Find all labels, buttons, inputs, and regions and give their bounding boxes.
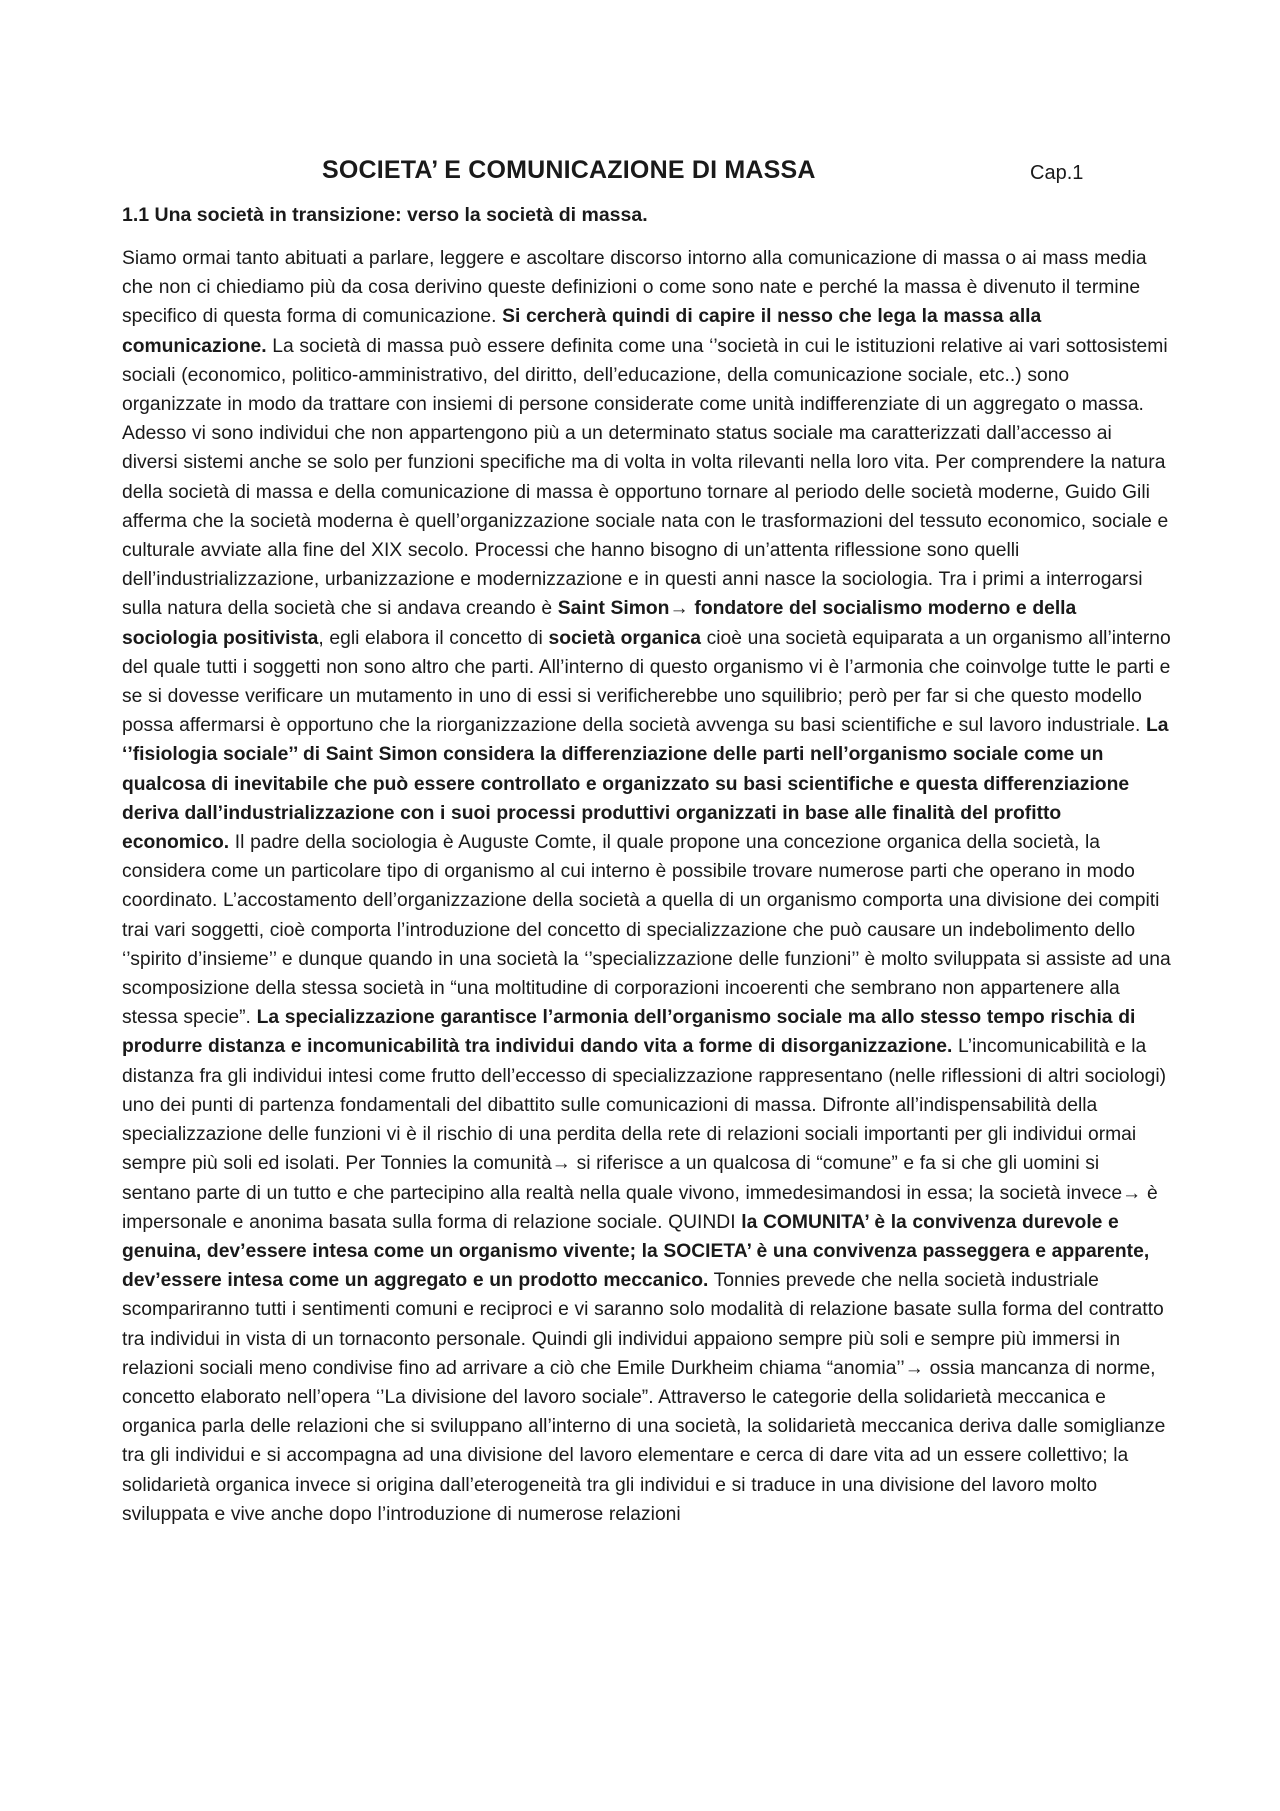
title-row — [122, 150, 1172, 190]
text-run: Il padre della sociologia è Auguste Comte, il quale propone una concezione organica della società, la considera come un particolare tipo di organismo al cui interno è possibile trovare numerose parti che operano in modo coordinato. L’accostamento dell’organizzazione della società a quella di un organismo comporta una divisione dei compiti trai vari soggetti, cioè comporta l’introduzione del concetto di specializzazione che può causare un indebolimento dello ‘’spirito d’insieme’’ e dunque quando in una società la ‘’specializzazione delle funzioni’’ è molto sviluppata si assiste ad una scomposizione della stessa società in “una moltitudine di corporazioni incoerenti che sembrano non appartenere alla stessa specie”. — [122, 832, 1171, 1029]
bold-text-run: società organica — [548, 627, 701, 649]
text-run: La società di massa può essere definita come una ‘’società in cui le istituzioni relative ai vari sottosistemi sociali (economico, politico-amministrativo, del diritto, dell’educazione, della comunicazione sociale, etc..) sono organizzate in modo da trattare con insiemi di persone considerate come unità indifferenziate di un aggregato o massa. Adesso vi sono individui che non appartengono più a un determinato status sociale ma caratterizzati dall’accesso ai diversi sistemi anche se solo per funzioni specifiche ma di volta in volta rilevanti nella loro vita. Per comprendere la natura della società di massa e della comunicazione di massa è opportuno tornare al periodo delle società moderne, Guido Gili afferma che la società moderna è quell’organizzazione sociale nata con le trasformazioni del tessuto economico, sociale e culturale avviate alla fine del XIX secolo. Processi che hanno bisogno di un’attenta riflessione sono quelli dell’industrializzazione, urbanizzazione e modernizzazione e in questi anni nasce la sociologia. Tra i primi a interrogarsi sulla natura della società che si andava creando è — [122, 335, 1169, 620]
text-run: Tonnies prevede che nella società industriale scompariranno tutti i sentimenti comuni e reciproci e vi saranno solo modalità di relazione basate sulla forma del contratto tra individui in vista di un tornaconto personale. Quindi gli individui appaiono sempre più soli e sempre più immersi in relazioni sociali meno condivise fino ad arrivare a ciò che Emile Durkheim chiama “anomia’’→ ossia mancanza di norme, concetto elaborato nell’opera ‘’La divisione del lavoro sociale”. Attraverso le categorie della solidarietà meccanica e organica parla delle relazioni che si sviluppano all’interno di una società, la solidarietà meccanica deriva dalle somiglianze tra gli individui e si accompagna ad una divisione del lavoro elementare e cerca di dare vita ad un essere collettivo; la solidarietà organica invece si origina dall’eterogeneità tra gli individui e si traduce in una divisione del lavoro molto sviluppata e vive anche dopo l’introduzione di numerose relazioni — [122, 1270, 1166, 1525]
bold-text-run: Saint Simon→ fondatore del socialismo moderno e della sociologia positivista — [122, 598, 1077, 649]
text-run: L’incomunicabilità e la distanza fra gli individui intesi come frutto dell’eccesso di specializzazione rappresentano (nelle riflessioni di altri sociologi) uno dei punti di partenza fondamentali del dibattito sulle comunicazioni di massa. Difronte all’indispensabilità della specializzazione delle funzioni vi è il rischio di una perdita della rete di relazioni sociali importanti per gli individui ormai sempre più soli ed isolati. Per Tonnies la comunità→ si riferisce a un qualcosa di “comune” e fa si che gli uomini si sentano parte di un tutto e che partecipino alla realtà nella quale vivono, immedesimandosi in essa; la società invece→ è impersonale e anonima basata sulla forma di relazione sociale. QUINDI — [122, 1036, 1167, 1233]
text-run: , egli elabora il concetto di — [318, 627, 549, 649]
body-paragraph — [122, 244, 1172, 1529]
bold-text-run: La ‘’fisiologia sociale’’ di Saint Simon considera la differenziazione delle parti nell’organismo sociale come un qualcosa di inevitabile che può essere controllato e organizzato su basi scientifiche e questa differenziazione deriva dall’industrializzazione con i suoi processi produttivi organizzati in base alle finalità del profitto economico. — [122, 715, 1169, 854]
bold-text-run: Si cercherà quindi di capire il nesso che lega la massa alla comunicazione. — [122, 306, 1042, 357]
text-run: Siamo ormai tanto abituati a parlare, leggere e ascoltare discorso intorno alla comunicazione di massa o ai mass media che non ci chiediamo più da cosa derivino queste definizioni o come sono nate e perché la massa è divenuto il termine specifico di questa forma di comunicazione. — [122, 248, 1147, 328]
document-title: SOCIETA’ E COMUNICAZIONE DI MASSA — [322, 156, 816, 184]
bold-text-run: La specializzazione garantisce l’armonia dell’organismo sociale ma allo stesso tempo rischia di produrre distanza e incomunicabilità tra individui dando vita a forme di disorganizzazione. — [122, 1007, 1136, 1058]
section-heading: 1.1 Una società in transizione: verso la società di massa. — [122, 204, 648, 226]
text-run: cioè una società equiparata a un organismo all’interno del quale tutti i soggetti non sono altro che parti. All’interno di questo organismo vi è l’armonia che coinvolge tutte le parti e se si dovesse verificare un mutamento in uno di essi si verificherebbe uno squilibrio; però per far si che questo modello possa affermarsi è opportuno che la riorganizzazione della società avvenga su basi scientifiche e sul lavoro industriale. — [122, 627, 1171, 737]
document-page — [122, 150, 1172, 1529]
bold-text-run: la COMUNITA’ è la convivenza durevole e genuina, dev’essere intesa come un organismo vivente; la SOCIETA’ è una convivenza passeggera e apparente, dev’essere intesa come un aggregato e un prodotto meccanico. — [122, 1211, 1150, 1292]
chapter-label: Cap.1 — [1030, 162, 1084, 184]
